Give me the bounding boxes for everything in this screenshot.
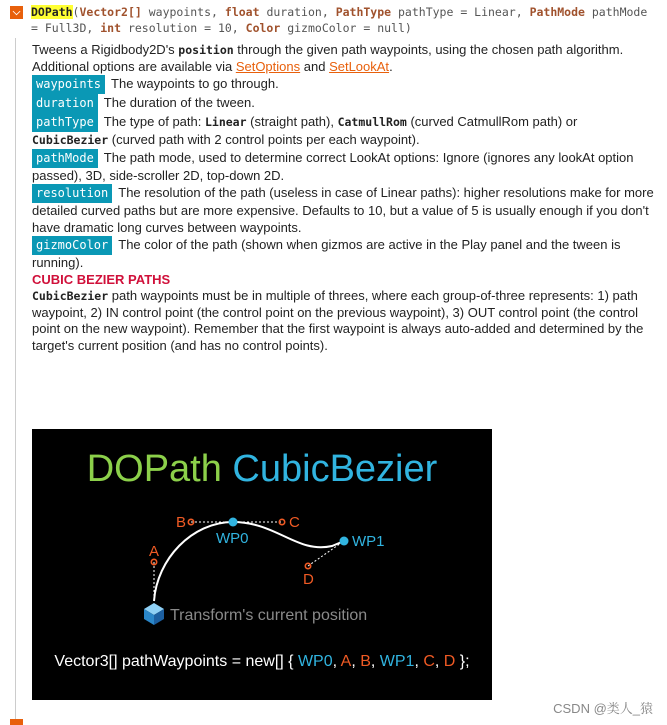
desc-text: .: [389, 58, 393, 74]
collapse-toggle[interactable]: [10, 6, 23, 19]
d-handle-line: [308, 541, 344, 566]
method-signature: DOPath(Vector2[] waypoints, float duration, PathType pathType = Linear, PathMode pathMode = Full3D, int resolution = 10, Color gizmoColor = null): [31, 5, 648, 35]
type-keyword: float: [224, 5, 260, 19]
param-name: pathType = Linear,: [391, 5, 530, 19]
param-gizmocolor: [32, 236, 656, 272]
transform-label: Transform's current position: [170, 607, 368, 624]
param-tag: resolution: [32, 184, 112, 203]
code-token: ,: [351, 653, 361, 670]
wp1-label: WP1: [352, 533, 385, 550]
param-pathtype: [32, 113, 656, 149]
cubic-bezier-text: [32, 288, 656, 354]
param-tag: pathMode: [32, 149, 98, 168]
method-description: [32, 42, 656, 354]
c-label: C: [289, 514, 300, 531]
desc-text: Additional options are available via: [32, 58, 236, 74]
param-name: resolution = 10,: [121, 21, 246, 35]
param-duration: [32, 94, 656, 113]
param-name: duration,: [259, 5, 336, 19]
param-tag: duration: [32, 94, 98, 113]
type-keyword: int: [100, 21, 122, 35]
description: [32, 42, 656, 75]
type-keyword: PathType: [335, 5, 392, 19]
wp0-label: WP0: [216, 530, 249, 547]
code-token: ,: [370, 653, 380, 670]
a-label: A: [149, 543, 160, 560]
desc-text: and: [300, 58, 330, 74]
code-token: C: [423, 653, 435, 670]
code-token: ,: [434, 653, 444, 670]
desc-text: Tweens a Rigidbody2D's: [32, 42, 179, 57]
param-tag: pathType: [32, 113, 98, 132]
watermark: CSDN @类人_猿: [553, 701, 653, 716]
type-keyword: Color: [245, 21, 281, 35]
code-token: A: [340, 653, 352, 670]
param-name: gizmoColor = null: [280, 21, 405, 35]
method-name: DOPath: [31, 5, 73, 19]
code-token: B: [360, 653, 371, 670]
chevron-down-icon: ⌵: [12, 7, 21, 18]
d-label: D: [303, 571, 314, 588]
type-keyword: PathMode: [529, 5, 585, 19]
code-token: ,: [332, 653, 341, 670]
param-name: waypoints,: [141, 5, 225, 19]
code-token: WP1: [379, 653, 415, 670]
code-cubicbezier: CubicBezier: [32, 289, 109, 303]
param-text: The resolution of the path (useless in case of Linear paths): higher resolutions make for more detailed curved paths but are more expensive. Defaults to 10, but a value of 5 is usually enough if you don't have dramatic long curves between waypoints.: [32, 185, 654, 235]
next-toggle[interactable]: [10, 719, 23, 725]
desc-text: through the given path waypoints, using the chosen path algorithm.: [233, 42, 624, 57]
code-token: WP0: [297, 653, 333, 670]
cubic-text: path waypoints must be in multiple of threes, where each group-of-three represents: 1) path waypoint, 2) IN control point (the control point on the previous waypoint), 3) OUT control point (the control point on the new waypoint). Remember that the first waypoint is always auto-added and determined by the target's current position (and has no control points).: [32, 288, 644, 353]
bezier-curve: [154, 522, 344, 601]
b-label: B: [176, 514, 187, 531]
wp1-point: [340, 537, 349, 546]
param-resolution: [32, 184, 656, 236]
cubic-bezier-heading: CUBIC BEZIER PATHS: [32, 271, 171, 287]
param-text: (straight path),: [246, 114, 338, 129]
code-position: position: [178, 43, 234, 57]
param-text: The waypoints to go through.: [111, 76, 279, 91]
setoptions-link[interactable]: SetOptions: [235, 58, 301, 74]
wp0-point: [229, 518, 238, 527]
cubic-bezier-diagram: [32, 429, 492, 700]
code-line: Vector3[] pathWaypoints = new[] { WP0, A, B, WP1, C, D };: [54, 653, 470, 670]
param-tag: waypoints: [32, 75, 105, 94]
code-token: D: [443, 653, 456, 670]
code-token: ,: [414, 653, 424, 670]
code-catmullrom: CatmullRom: [337, 115, 407, 129]
type-keyword: Vector2[]: [79, 5, 142, 19]
param-text: The path mode, used to determine correct LookAt options: Ignore (ignores any lookAt option passed), 3D, side-scroller 2D, top-down 2D.: [32, 149, 634, 183]
param-text: The type of path:: [103, 114, 205, 129]
setlookat-link[interactable]: SetLookAt: [329, 58, 390, 74]
code-cubicbezier: CubicBezier: [32, 133, 109, 147]
diagram-title: DOPath CubicBezier: [86, 448, 438, 490]
code-linear: Linear: [204, 115, 247, 129]
param-text: (curved CatmullRom path) or: [406, 114, 578, 129]
param-waypoints: [32, 75, 656, 94]
param-text: The duration of the tween.: [103, 95, 255, 110]
param-name: pathMode = Full3D,: [31, 5, 648, 35]
code-token: };: [455, 653, 470, 670]
cube-icon: [144, 603, 164, 625]
param-pathmode: [32, 149, 656, 185]
param-tag: gizmoColor: [32, 236, 112, 255]
content-border: [15, 38, 16, 720]
param-text: (curved path with 2 control points per each waypoint).: [108, 132, 420, 147]
param-text: The color of the path (shown when gizmos are active in the Play panel and the tween is running).: [32, 237, 621, 270]
